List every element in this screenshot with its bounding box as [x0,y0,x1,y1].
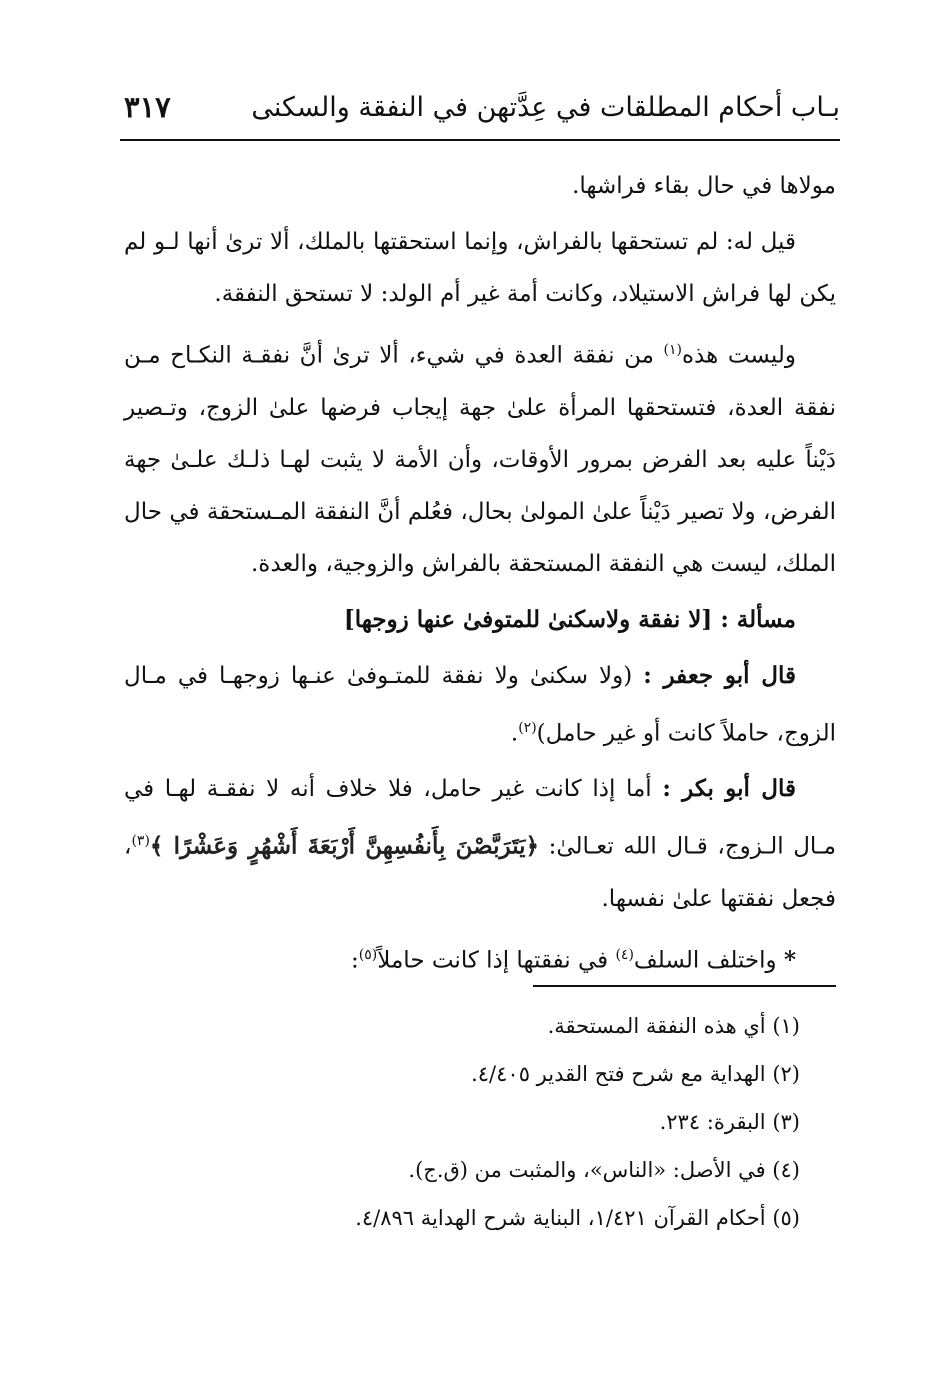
paragraph-4-text: (ولا سكنىٰ ولا نفقة للمتـوفىٰ عنـها زوجهـا في مـال الزوج، حاملاً كانت أو غير حامل) [124,662,836,747]
running-header [120,86,840,136]
footnote-1: (١) أي هذه النفقة المستحقة. [547,1014,800,1038]
paragraph-1-text: مولاها في حال بقاء فراشها. [572,173,836,199]
footnote-2: (٢) الهداية مع شرح فتح القدير ٤/٤٠٥. [471,1062,800,1086]
footnote-5: (٥) أحكام القرآن ١/٤٢١، البناية شرح الهداية ٤/٨٩٦. [355,1206,800,1230]
footnote-ref-5[interactable]: (٥) [358,946,378,963]
paragraph-4-end: . [510,720,519,747]
paragraph-4 [124,650,836,760]
paragraph-2-text: قيل له: لم تستحقها بالفراش، وإنما استحقتها بالملك، ألا ترىٰ أنها لـو لم يكن لها فراش الاستيلاد، وكانت أمة غير أم الولد: لا تستحق النفقة. [124,229,836,307]
paragraph-1 [124,160,836,212]
paragraph-3-text-a: وليست هذه [681,342,796,369]
paragraph-6-text-b: في نفقتها إذا كانت حاملاً [377,947,616,974]
header-divider [120,139,840,141]
footnote-ref-1[interactable]: (١) [663,342,682,358]
paragraph-6-end: : [351,947,359,974]
paragraph-2 [124,216,836,320]
star-marker: * [783,946,796,974]
footnote-4: (٤) في الأصل: «الناس»، والمثبت من (ق.ج). [408,1158,800,1182]
paragraph-6-text-a: واختلف السلف [633,947,784,974]
footnote-ref-2[interactable]: (٢) [518,719,537,736]
quran-verse: ﴿يَتَرَبَّصْنَ بِأَنفُسِهِنَّ أَرْبَعَةَ أَشْهُرٍ وَعَشْرًا ﴾ [149,832,540,860]
issue-heading [124,594,836,646]
abu-bakr-label: قال أبو بكر : [662,775,796,803]
abu-jafar-label: قال أبو جعفر : [643,661,796,689]
paragraph-3-text-b: من نفقة العدة في شيء، ألا ترىٰ أنَّ نفقـة النكـاح مـن نفقة العدة، فتستحقها المرأة علىٰ جهة إيجاب فرضها علىٰ الزوج، وتـصير دَيْناً عليه بعد الفرض بمرور الأوقات، وأن الأمة لا يثبت لهـا ذلـك علـىٰ جهة الفرض، ولا تصير دَيْناً علىٰ المولىٰ بحال، فعُلم أنَّ النفقة المـستحقة في حال الملك، ليست هي النفقة المستحقة بالفراش والزوجية، والعدة. [124,342,836,577]
footnote-ref-4[interactable]: (٤) [615,946,634,963]
footnote-ref-3[interactable]: (٣) [131,833,150,850]
issue-title: [لا نفقة ولاسكنىٰ للمتوفىٰ عنها زوجها] [343,605,713,633]
page-number: ٣١٧ [124,90,171,124]
paragraph-6 [124,929,836,987]
main-text [124,160,836,991]
issue-label: مسألة : [720,605,796,633]
paragraph-5-text-b: ، فجعل نفقتها علىٰ نفسها. [124,833,836,912]
paragraph-5-text-a: أما إذا كانت غير حامل، فلا خلاف أنه لا نفقـة لهـا في مـال الـزوج، قـال الله تعـالىٰ: [124,776,836,860]
footnote-divider [533,985,836,987]
chapter-title: بـاب أحكام المطلقات في عِدَّتهن في النفقة والسكنى [251,92,840,123]
paragraph-3 [124,324,836,590]
footnotes [300,1002,800,1242]
paragraph-5 [124,763,836,925]
footnote-3: (٣) البقرة: ٢٣٤. [659,1110,800,1134]
